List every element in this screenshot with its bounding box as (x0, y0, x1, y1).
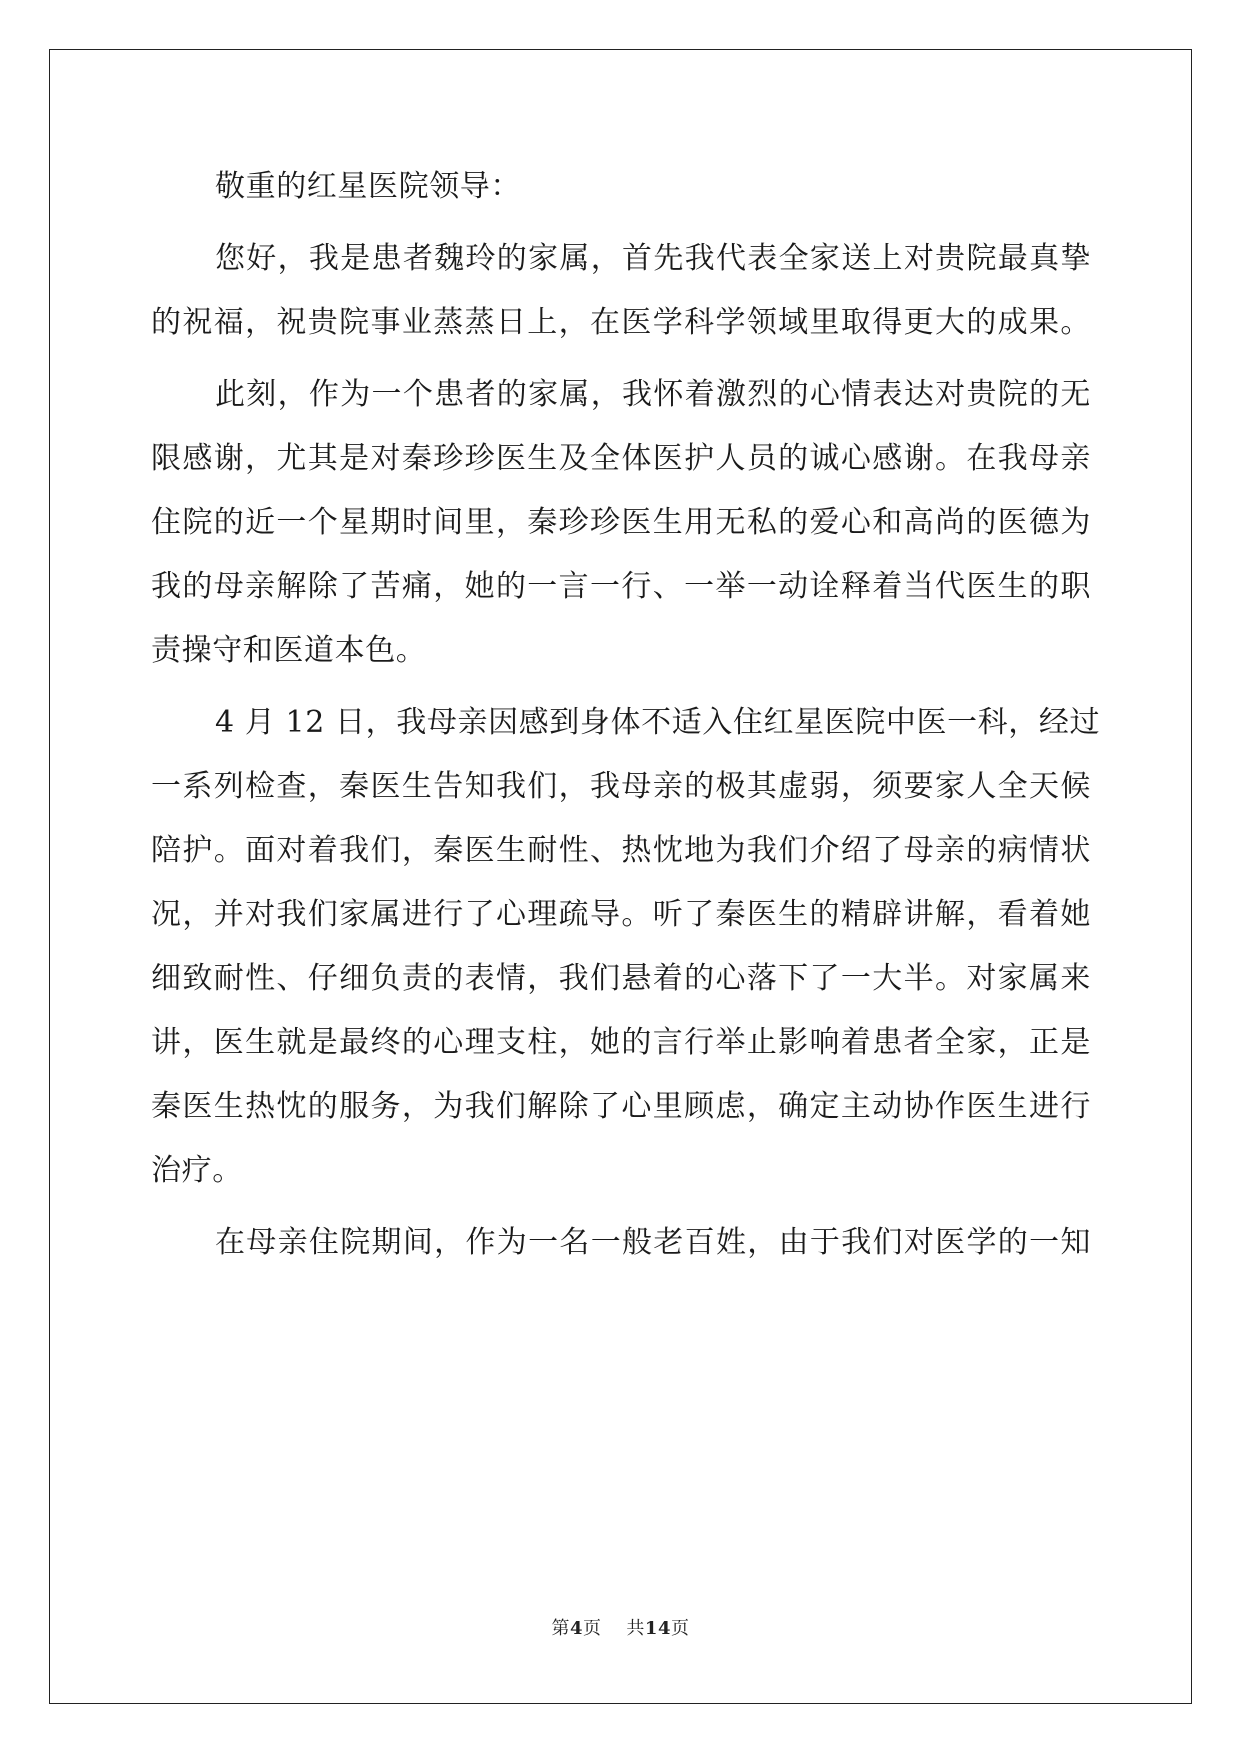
footer-page-suffix: 页 (583, 1618, 602, 1639)
paragraph-line: 的祝福，祝贵院事业蒸蒸日上，在医学科学领域里取得更大的成果。 (151, 305, 1091, 340)
paragraph-line: 此刻，作为一个患者的家属，我怀着激烈的心情表达对贵院的无 (215, 377, 1091, 412)
paragraph-line: 陪护。面对着我们，秦医生耐性、热忱地为我们介绍了母亲的病情状 (151, 833, 1091, 868)
paragraph-line: 4 月 12 日，我母亲因感到身体不适入住红星医院中医一科，经过 (215, 705, 1101, 740)
paragraph-3 (151, 691, 1101, 1203)
paragraph-line: 况，并对我们家属进行了心理疏导。听了秦医生的精辟讲解，看着她 (151, 897, 1091, 932)
paragraph-line: 秦医生热忱的服务，为我们解除了心里顾虑，确定主动协作医生进行 (151, 1089, 1091, 1124)
footer-total-suffix: 页 (670, 1618, 690, 1639)
paragraph-gap (151, 219, 1091, 227)
paragraph-1 (151, 227, 1091, 355)
paragraph-line: 讲，医生就是最终的心理支柱，她的言行举止影响着患者全家，正是 (151, 1025, 1091, 1060)
paragraph-line: 细致耐性、仔细负责的表情，我们悬着的心落下了一大半。对家属来 (151, 961, 1091, 996)
paragraph-gap (151, 355, 1091, 363)
paragraph-line: 限感谢，尤其是对秦珍珍医生及全体医护人员的诚心感谢。在我母亲 (151, 441, 1091, 476)
letter-body (151, 155, 1101, 1275)
paragraph-gap (151, 1203, 1091, 1211)
paragraph-line: 住院的近一个星期时间里，秦珍珍医生用无私的爱心和高尚的医德为 (151, 505, 1091, 540)
total-pages: 14 (644, 1618, 671, 1639)
footer-prefix: 第 (551, 1618, 570, 1639)
paragraph-gap (151, 683, 1091, 691)
paragraph-4 (151, 1211, 1091, 1275)
paragraph-line: 治疗。 (151, 1153, 243, 1188)
paragraph-2 (151, 363, 1091, 683)
page-number: 4 (570, 1618, 584, 1639)
page-footer (0, 1614, 1241, 1640)
paragraph-line: 责操守和医道本色。 (151, 633, 427, 668)
paragraph-line: 我的母亲解除了苦痛，她的一言一行、一举一动诠释着当代医生的职 (151, 569, 1091, 604)
footer-total-prefix: 共 (626, 1618, 645, 1639)
paragraph-line: 在母亲住院期间，作为一名一般老百姓，由于我们对医学的一知 (215, 1225, 1091, 1260)
salutation: 敬重的红星医院领导： (215, 169, 521, 204)
paragraph-line: 您好，我是患者魏玲的家属，首先我代表全家送上对贵院最真挚 (215, 241, 1091, 276)
paragraph-line: 一系列检查，秦医生告知我们，我母亲的极其虚弱，须要家人全天候 (151, 769, 1091, 804)
